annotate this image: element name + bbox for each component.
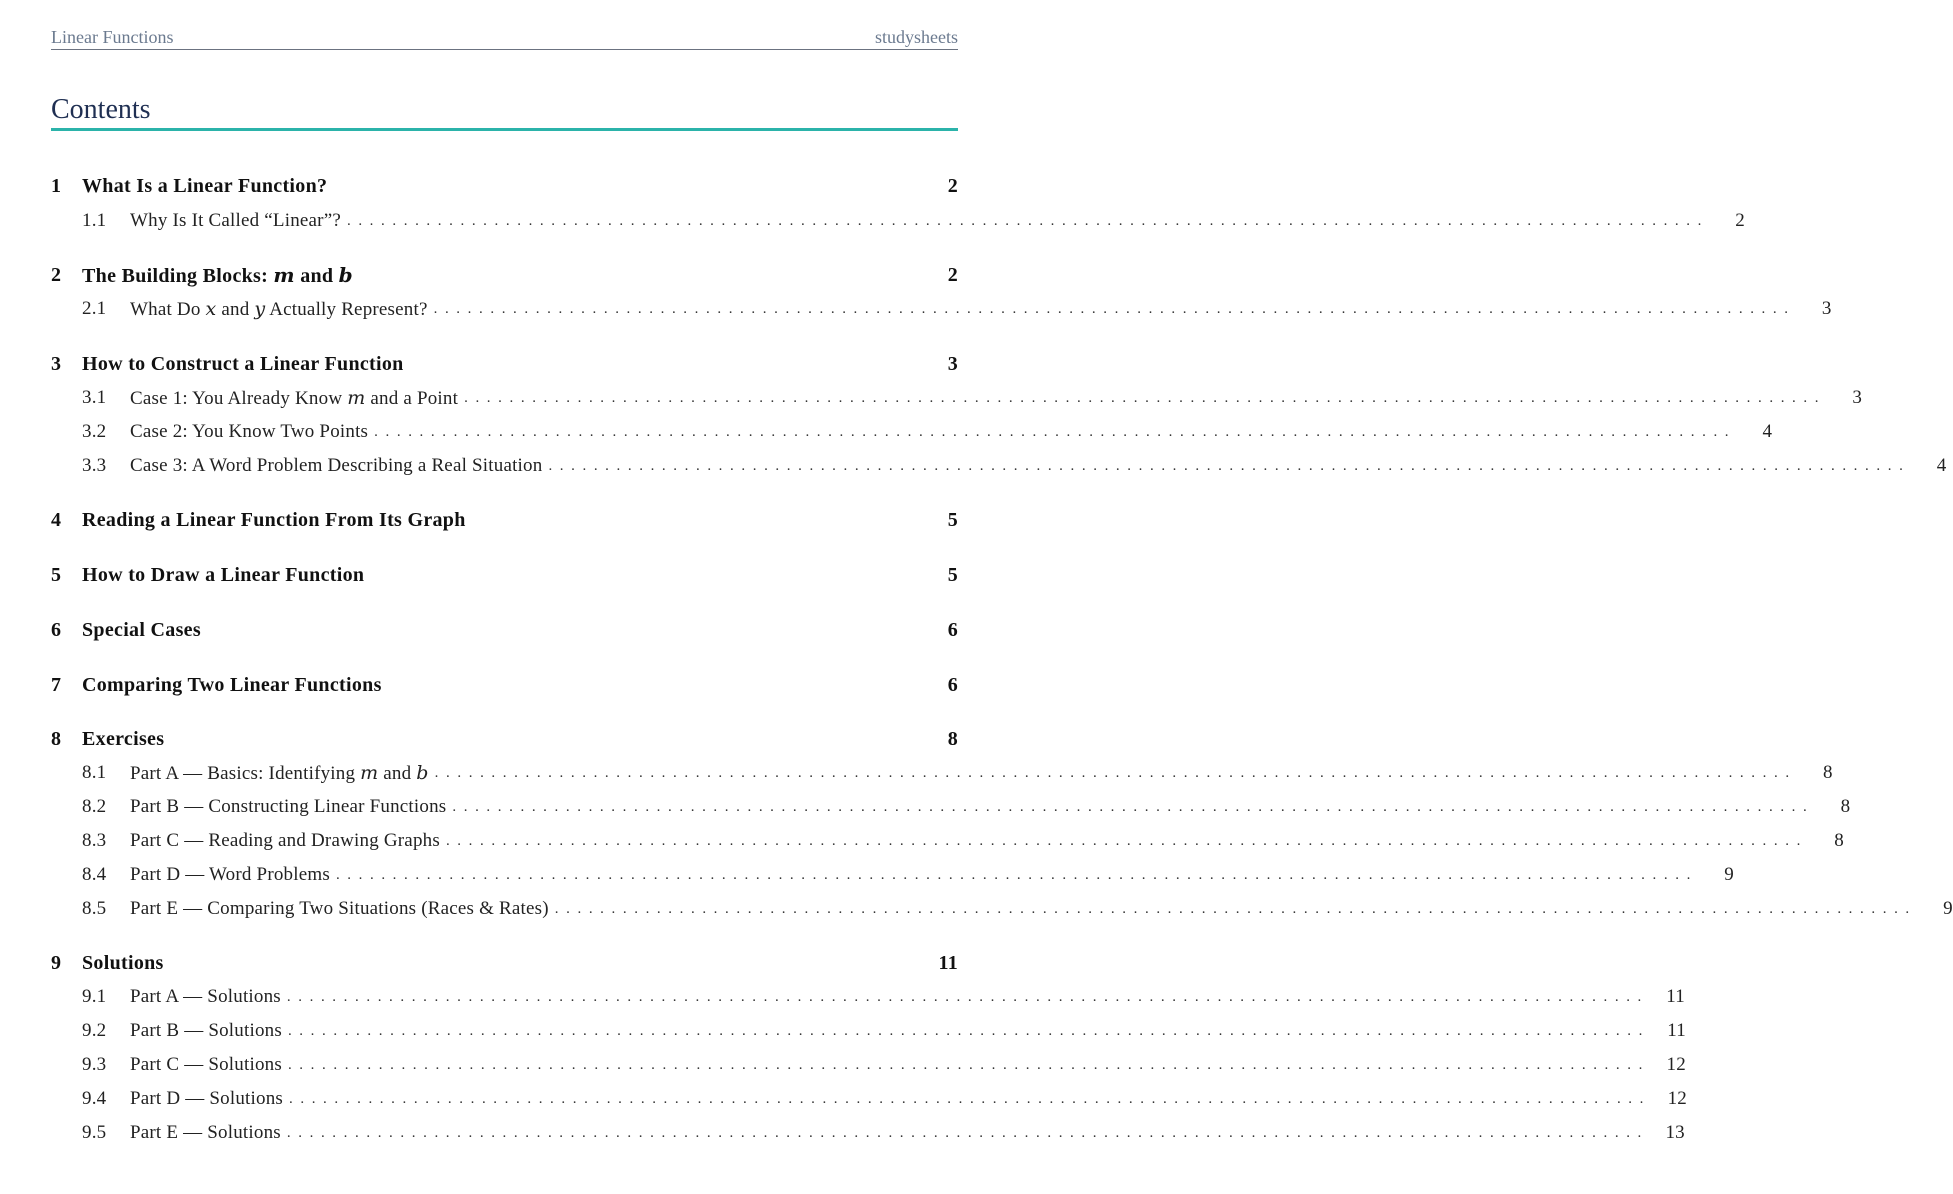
running-header: [51, 24, 958, 50]
toc-entry-number: 8.4: [82, 864, 107, 885]
toc-entry-number: 3.3: [82, 455, 107, 476]
toc-entry-title: Case 2: You Know Two Points: [130, 421, 369, 442]
toc-entry-number: 2.1: [82, 298, 107, 319]
toc-entry-page-number: 2: [947, 174, 958, 197]
toc-subsection-entry[interactable]: [51, 982, 1685, 1012]
toc-dot-leader: ........................................................................................................................: [548, 457, 1911, 474]
toc-entry-title: Exercises: [82, 727, 165, 750]
toc-dot-leader: ........................................................................................................................: [287, 1056, 1650, 1073]
toc-entry-number: 6: [51, 618, 62, 641]
toc-dot-leader: ........................................................................................................................: [335, 866, 1698, 883]
toc-entry-number: 3: [51, 352, 62, 375]
toc-entry-number: 9.2: [82, 1020, 107, 1041]
toc-entry-number: 9.4: [82, 1088, 107, 1109]
toc-entry-title: Part A — Basics: Identifying m and b: [130, 761, 429, 784]
toc-subsection-entry[interactable]: [51, 383, 1863, 413]
toc-entry-number: 1.1: [82, 210, 107, 231]
toc-entry-title: Part E — Solutions: [130, 1122, 281, 1143]
toc-subsection-entry[interactable]: [51, 758, 1833, 788]
header-left-title: Linear Functions: [51, 27, 174, 47]
toc-subsection-entry[interactable]: [51, 1084, 1687, 1114]
math-variable: m: [273, 262, 295, 287]
toc-entry-number: 8.1: [82, 762, 107, 783]
toc-dot-leader: ........................................................................................................................: [434, 764, 1797, 781]
toc-section-entry[interactable]: [51, 615, 958, 645]
toc-entry-title: How to Draw a Linear Function: [82, 563, 365, 586]
toc-subsection-entry[interactable]: [51, 826, 1844, 856]
toc-dot-leader: ........................................................................................................................: [346, 212, 1709, 229]
toc-dot-leader: ........................................................................................................................: [554, 900, 1917, 917]
toc-entry-page-number: 5: [947, 563, 958, 586]
toc-subsection-entry[interactable]: [51, 1016, 1686, 1046]
toc-entry-number: 8.2: [82, 796, 107, 817]
toc-subsection-entry[interactable]: [51, 451, 1947, 481]
toc-entry-title: Part E — Comparing Two Situations (Races & Rates): [130, 898, 549, 919]
toc-entry-title: Part D — Solutions: [130, 1088, 283, 1109]
math-variable: y: [254, 297, 266, 320]
header-right-brand: studysheets: [875, 27, 958, 47]
contents-heading: Contents: [51, 94, 958, 131]
toc-section-entry[interactable]: [51, 724, 958, 754]
math-variable: b: [416, 761, 429, 784]
math-variable: b: [338, 262, 353, 287]
toc-subsection-entry[interactable]: [51, 1118, 1685, 1148]
toc-entry-title: What Is a Linear Function?: [82, 174, 328, 197]
toc-entry-page-number: 11: [1667, 1020, 1686, 1041]
toc-entry-page-number: 8: [1834, 830, 1844, 851]
toc-section-entry[interactable]: [51, 560, 958, 590]
toc-entry-page-number: 13: [1665, 1122, 1685, 1143]
toc-dot-leader: ........................................................................................................................: [445, 832, 1808, 849]
toc-subsection-entry[interactable]: [51, 1050, 1686, 1080]
toc-entry-page-number: 6: [947, 673, 958, 696]
toc-entry-page-number: 12: [1667, 1088, 1687, 1109]
toc-entry-number: 2: [51, 263, 62, 286]
toc-entry-page-number: 12: [1666, 1054, 1686, 1075]
toc-entry-page-number: 4: [1936, 455, 1947, 476]
toc-entry-page-number: 2: [1735, 210, 1745, 231]
toc-entry-title: Part A — Solutions: [130, 986, 281, 1007]
toc-entry-page-number: 2: [947, 263, 958, 286]
toc-entry-number: 9.1: [82, 986, 107, 1007]
toc-section-entry[interactable]: [51, 260, 958, 290]
toc-entry-page-number: 3: [1821, 298, 1832, 319]
math-variable: m: [347, 386, 366, 409]
toc-dot-leader: ........................................................................................................................: [287, 1022, 1650, 1039]
toc-entry-number: 9.5: [82, 1122, 107, 1143]
toc-entry-title: Part B — Constructing Linear Functions: [130, 796, 447, 817]
toc-entry-page-number: 8: [947, 727, 958, 750]
toc-entry-title: Part D — Word Problems: [130, 864, 330, 885]
toc-entry-number: 8.5: [82, 898, 107, 919]
math-variable: m: [360, 761, 379, 784]
toc-entry-title: The Building Blocks: m and b: [82, 262, 353, 287]
toc-entry-page-number: 9: [1943, 898, 1953, 919]
toc-dot-leader: ........................................................................................................................: [464, 389, 1827, 406]
toc-entry-title: Special Cases: [82, 618, 201, 641]
toc-entry-page-number: 4: [1762, 421, 1773, 442]
toc-entry-number: 1: [51, 174, 62, 197]
toc-entry-title: Why Is It Called “Linear”?: [130, 210, 341, 231]
toc-dot-leader: ........................................................................................................................: [374, 423, 1737, 440]
toc-entry-number: 4: [51, 508, 62, 531]
toc-subsection-entry[interactable]: [51, 206, 1745, 236]
toc-entry-page-number: 3: [947, 352, 958, 375]
toc-section-entry[interactable]: [51, 670, 958, 700]
toc-dot-leader: ........................................................................................................................: [452, 798, 1815, 815]
toc-subsection-entry[interactable]: [51, 417, 1773, 447]
toc-entry-title: Case 3: A Word Problem Describing a Real Situation: [130, 455, 543, 476]
toc-dot-leader: ........................................................................................................................: [289, 1090, 1651, 1107]
toc-dot-leader: ........................................................................................................................: [286, 988, 1649, 1005]
toc-entry-title: Part C — Reading and Drawing Graphs: [130, 830, 440, 851]
toc-entry-title: Solutions: [82, 951, 164, 974]
toc-entry-page-number: 11: [938, 951, 958, 974]
toc-entry-title: Reading a Linear Function From Its Graph: [82, 508, 466, 531]
toc-subsection-entry[interactable]: [51, 860, 1734, 890]
toc-entry-number: 9.3: [82, 1054, 107, 1075]
toc-entry-title: How to Construct a Linear Function: [82, 352, 404, 375]
toc-entry-number: 8.3: [82, 830, 107, 851]
toc-section-entry[interactable]: [51, 349, 958, 379]
toc-subsection-entry[interactable]: [51, 294, 1832, 324]
math-variable: x: [205, 297, 217, 320]
toc-entry-page-number: 9: [1724, 864, 1734, 885]
toc-section-entry[interactable]: [51, 505, 958, 535]
toc-entry-number: 7: [51, 673, 62, 696]
toc-entry-page-number: 3: [1852, 387, 1863, 408]
toc-entry-page-number: 8: [1840, 796, 1851, 817]
toc-entry-number: 9: [51, 951, 62, 974]
toc-entry-title: Part B — Solutions: [130, 1020, 282, 1041]
toc-section-entry[interactable]: [51, 948, 958, 978]
toc-entry-title: Case 1: You Already Know m and a Point: [130, 386, 459, 409]
toc-entry-number: 8: [51, 727, 62, 750]
toc-dot-leader: ........................................................................................................................: [286, 1124, 1649, 1141]
toc-entry-number: 3.2: [82, 421, 107, 442]
toc-entry-page-number: 11: [1666, 986, 1685, 1007]
toc-entry-number: 3.1: [82, 387, 107, 408]
toc-entry-page-number: 6: [947, 618, 958, 641]
toc-entry-title: What Do x and y Actually Represent?: [130, 297, 428, 320]
toc-dot-leader: ........................................................................................................................: [433, 300, 1796, 317]
toc-entry-title: Comparing Two Linear Functions: [82, 673, 382, 696]
toc-entry-page-number: 5: [947, 508, 958, 531]
toc-entry-number: 5: [51, 563, 62, 586]
toc-section-entry[interactable]: [51, 171, 958, 201]
toc-subsection-entry[interactable]: [51, 792, 1851, 822]
toc-entry-title: Part C — Solutions: [130, 1054, 282, 1075]
toc-entry-page-number: 8: [1822, 762, 1833, 783]
toc-subsection-entry[interactable]: [51, 894, 1953, 924]
